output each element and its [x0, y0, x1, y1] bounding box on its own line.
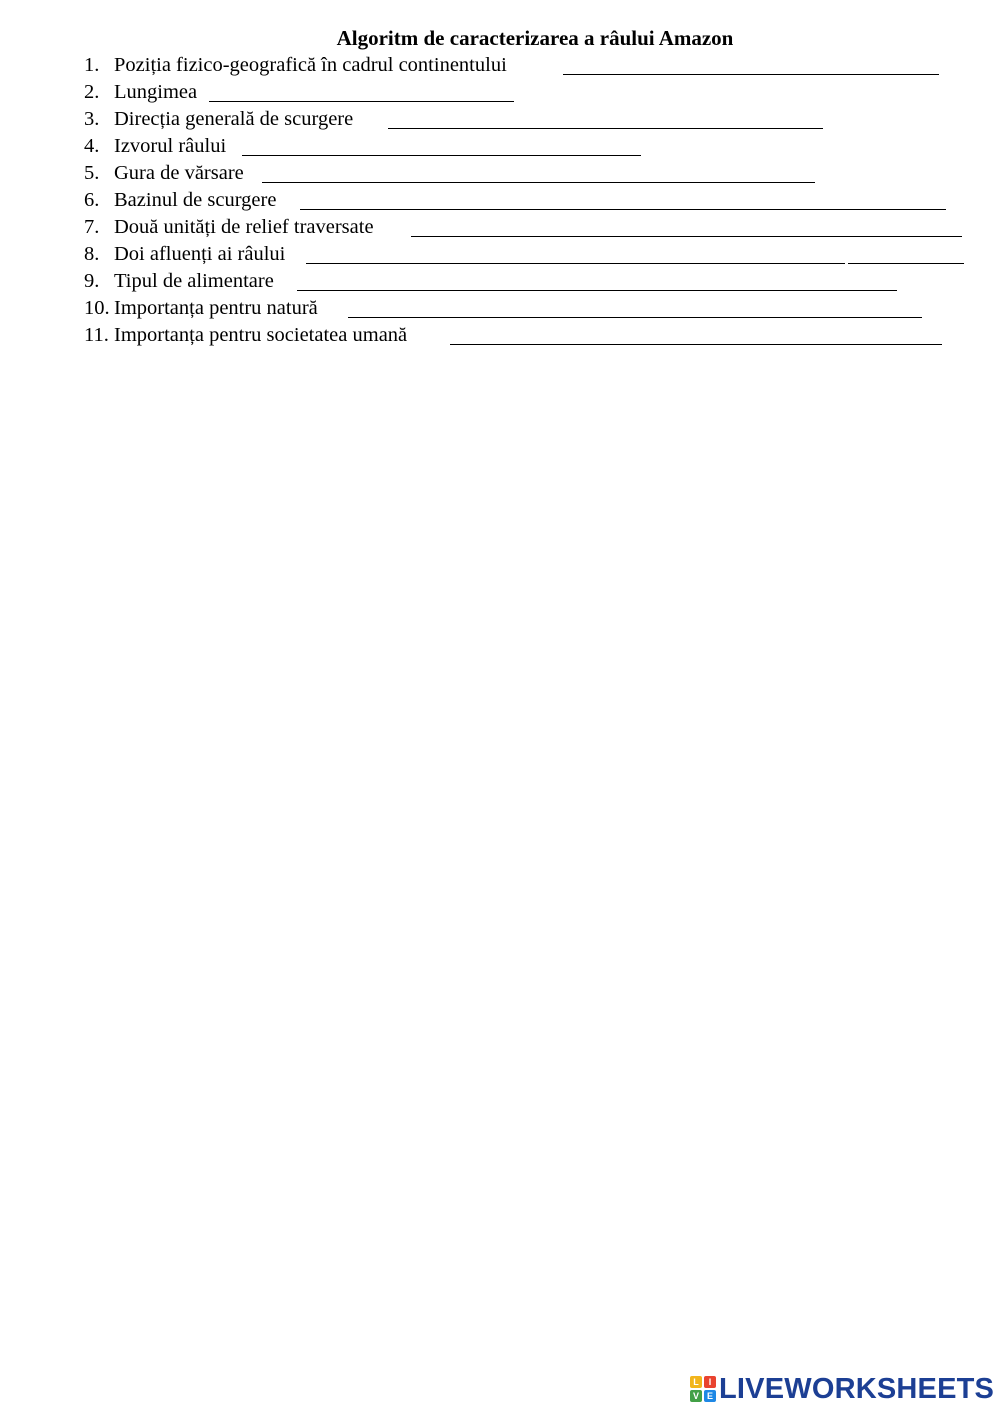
- answer-line[interactable]: [348, 295, 922, 318]
- item-label: Gura de vărsare: [114, 162, 244, 184]
- item-label: Lungimea: [114, 81, 198, 103]
- item-label: Poziția fizico-geografică în cadrul continentului: [114, 54, 507, 76]
- item-label: Importanța pentru societatea umană: [114, 324, 408, 346]
- item-label: Izvorul râului: [114, 135, 227, 157]
- answer-line-extra[interactable]: [848, 241, 964, 264]
- item-number: 6.: [84, 189, 100, 211]
- liveworksheets-brand-text: LIVEWORKSHEETS: [719, 1373, 995, 1405]
- item-number: 8.: [84, 243, 100, 265]
- item-label: Doi afluenți ai râului: [114, 243, 286, 265]
- answer-line[interactable]: [300, 187, 946, 210]
- answer-line[interactable]: [297, 268, 897, 291]
- answer-line[interactable]: [411, 214, 962, 237]
- liveworksheets-logo: [690, 1372, 994, 1406]
- answer-line[interactable]: [450, 322, 942, 345]
- item-label: Importanța pentru natură: [114, 297, 318, 319]
- item-number: 1.: [84, 54, 100, 76]
- item-label: Tipul de alimentare: [114, 270, 274, 292]
- logo-tile-e: E: [704, 1390, 716, 1402]
- logo-tile-i: I: [704, 1376, 716, 1388]
- item-number: 7.: [84, 216, 100, 238]
- item-number: 4.: [84, 135, 100, 157]
- page-title: Algoritm de caracterizarea a râului Amazon: [336, 26, 734, 50]
- item-number: 2.: [84, 81, 100, 103]
- answer-line[interactable]: [563, 52, 939, 75]
- logo-tile-v: V: [690, 1390, 702, 1402]
- item-number: 3.: [84, 108, 100, 130]
- answer-line[interactable]: [242, 133, 641, 156]
- item-label: Direcția generală de scurgere: [114, 108, 354, 130]
- item-label: Două unități de relief traversate: [114, 216, 374, 238]
- item-number: 5.: [84, 162, 100, 184]
- item-number: 9.: [84, 270, 100, 292]
- logo-tile-l: L: [690, 1376, 702, 1388]
- answer-line[interactable]: [388, 106, 823, 129]
- item-number: 10.: [84, 297, 110, 319]
- liveworksheets-logo-icon: [690, 1376, 716, 1402]
- answer-line[interactable]: [306, 241, 845, 264]
- answer-line[interactable]: [209, 79, 514, 102]
- answer-line[interactable]: [262, 160, 815, 183]
- item-number: 11.: [84, 324, 109, 346]
- item-label: Bazinul de scurgere: [114, 189, 277, 211]
